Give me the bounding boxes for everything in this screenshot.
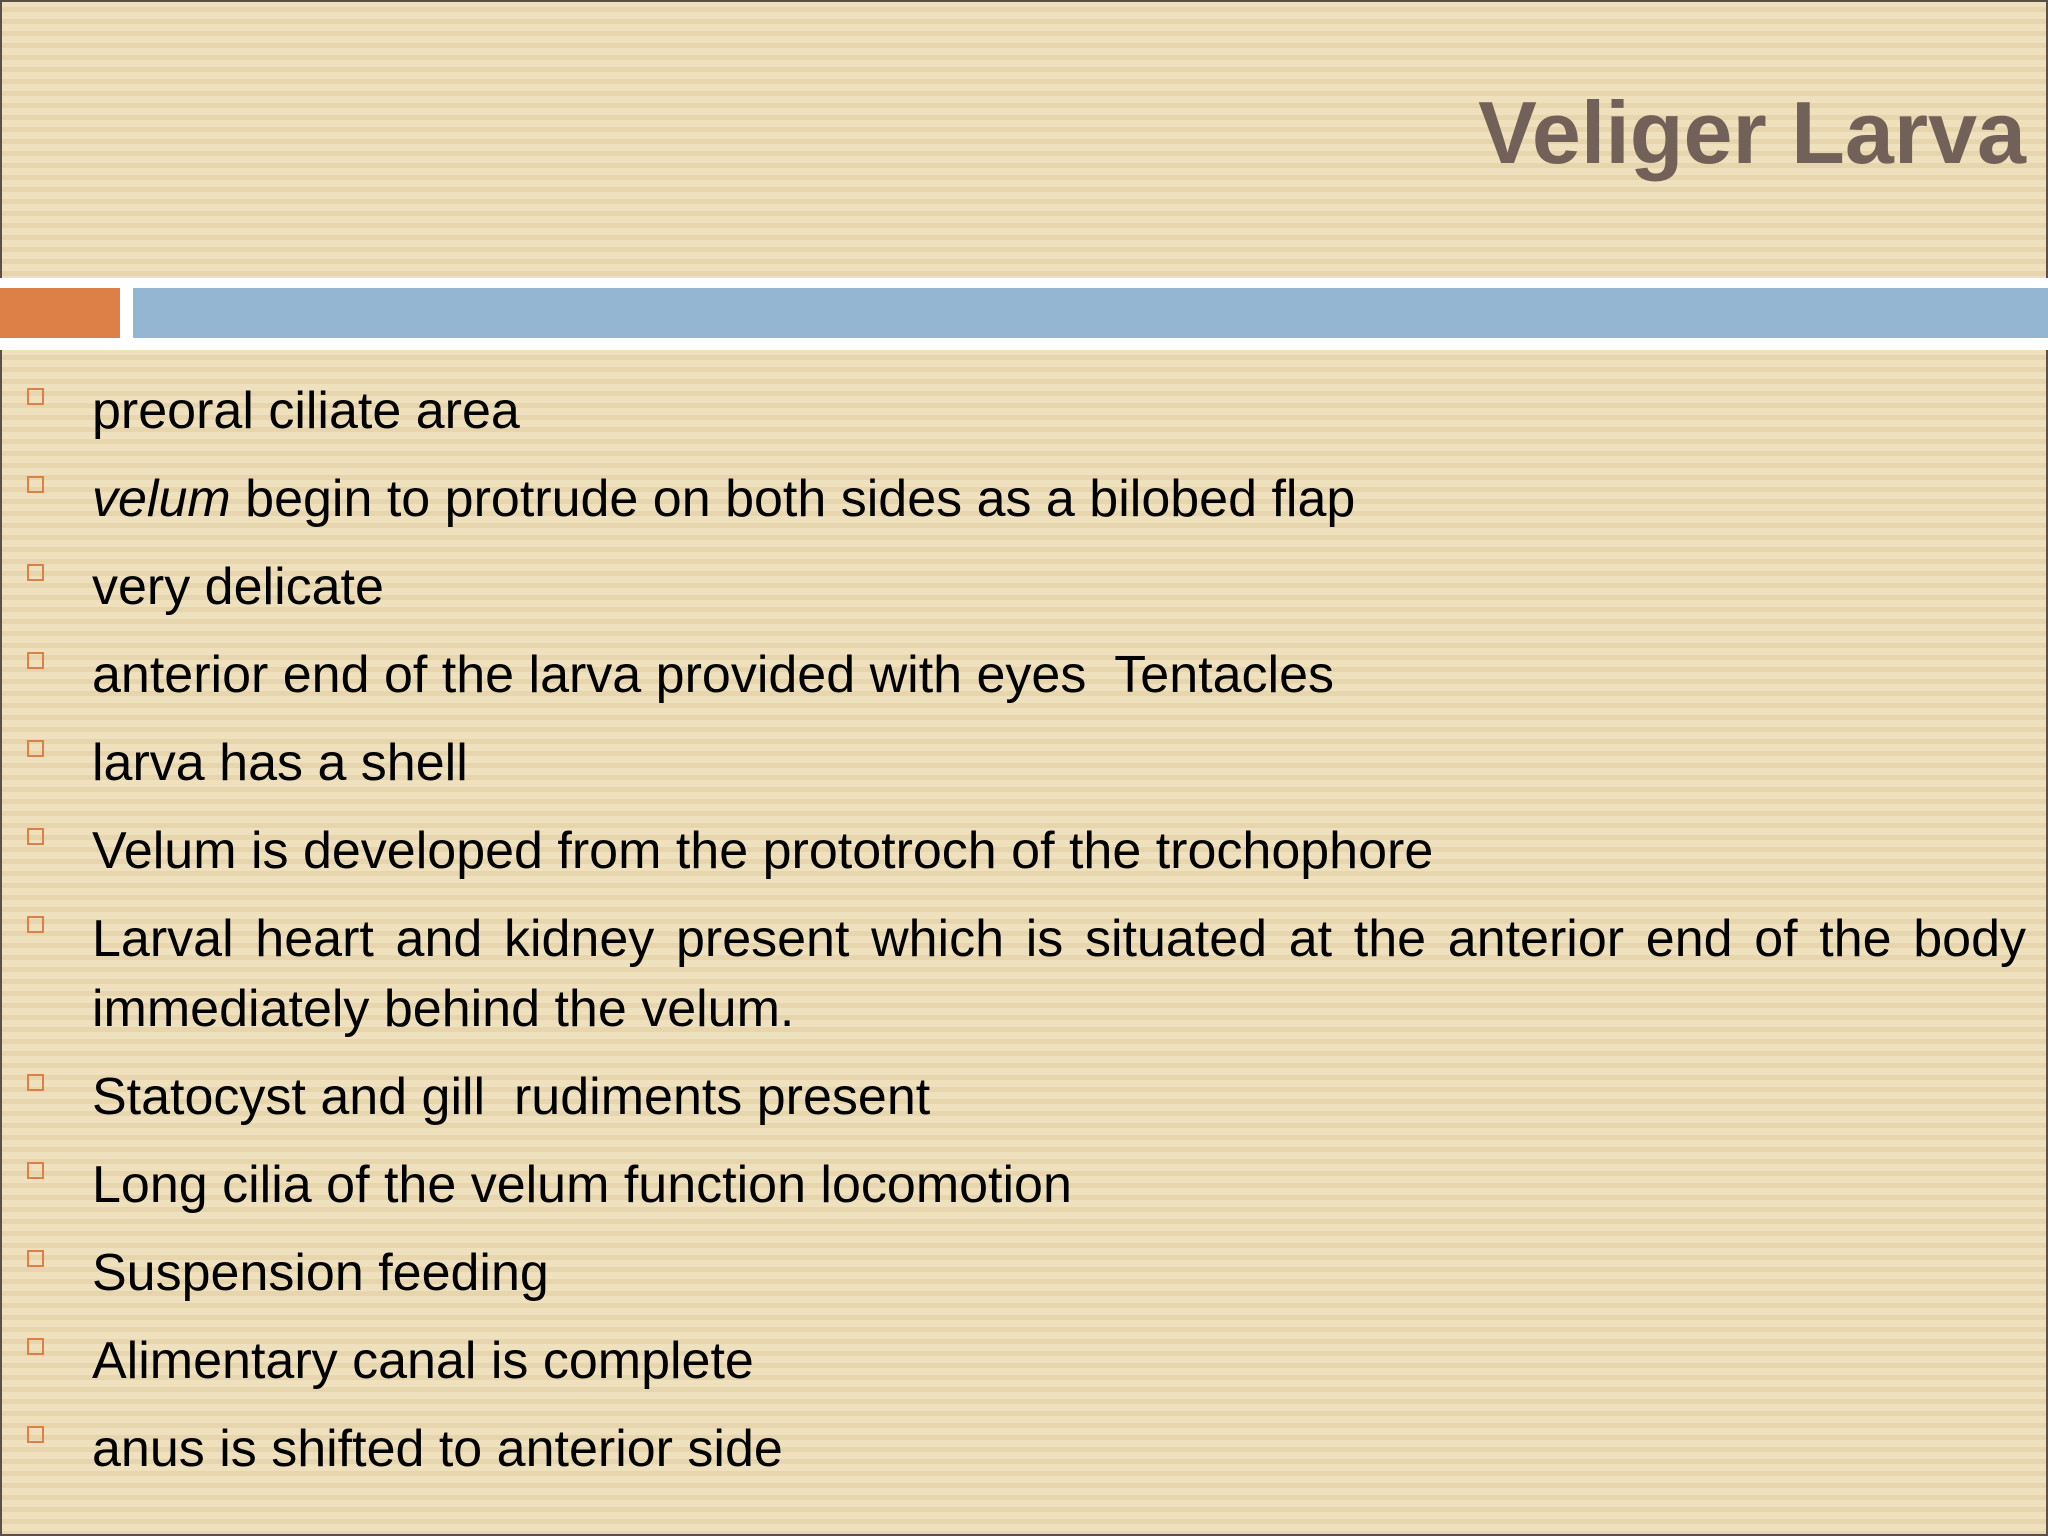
slide-title: Veliger Larva — [1478, 83, 2026, 182]
bullet-text: Velum is developed from the prototroch of the trochophore — [92, 822, 1434, 880]
bullet-item-anus — [0, 1414, 2048, 1484]
square-bullet-icon — [27, 1074, 44, 1091]
square-bullet-icon — [27, 740, 44, 757]
divider-accent-blue — [133, 288, 2048, 338]
bullet-item-shell — [0, 728, 2048, 798]
bullet-item-alimentary — [0, 1326, 2048, 1396]
bullet-item-feeding — [0, 1238, 2048, 1308]
square-bullet-icon — [27, 916, 44, 933]
bullet-item-velum — [0, 464, 2048, 534]
bullet-item-anterior-end — [0, 640, 2048, 710]
bullet-item-heart-kidney — [0, 904, 2048, 1044]
divider-accent-orange — [0, 288, 120, 338]
square-bullet-icon — [27, 564, 44, 581]
square-bullet-icon — [27, 1162, 44, 1179]
bullet-text: very delicate — [92, 558, 384, 616]
bullet-item-prototroch — [0, 816, 2048, 886]
square-bullet-icon — [27, 1338, 44, 1355]
bullet-text: Statocyst and gill rudiments present — [92, 1068, 931, 1126]
bullet-text: begin to protrude on both sides as a bilobed flap — [230, 470, 1356, 528]
bullet-text: anterior end of the larva provided with eyes Tentacles — [92, 646, 1334, 704]
bullet-emphasis: velum — [92, 470, 231, 528]
bullet-text: Alimentary canal is complete — [92, 1332, 754, 1390]
bullet-text: anus is shifted to anterior side — [92, 1420, 783, 1478]
square-bullet-icon — [27, 388, 44, 405]
square-bullet-icon — [27, 652, 44, 669]
square-bullet-icon — [27, 476, 44, 493]
bullet-item-delicate — [0, 552, 2048, 622]
bullet-text: Suspension feeding — [92, 1244, 549, 1302]
square-bullet-icon — [27, 1250, 44, 1267]
bullet-text: Larval heart and kidney present which is situated at the anterior end of the body immediately behind the velum. — [92, 910, 2026, 1038]
bullet-text: Long cilia of the velum function locomotion — [92, 1156, 1072, 1214]
square-bullet-icon — [27, 828, 44, 845]
bullet-item-cilia — [0, 1150, 2048, 1220]
bullet-item-preoral — [0, 376, 2048, 446]
bullet-text: preoral ciliate area — [92, 382, 520, 440]
bullet-item-statocyst — [0, 1062, 2048, 1132]
bullet-list — [0, 376, 2048, 1502]
square-bullet-icon — [27, 1426, 44, 1443]
bullet-text: larva has a shell — [92, 734, 468, 792]
